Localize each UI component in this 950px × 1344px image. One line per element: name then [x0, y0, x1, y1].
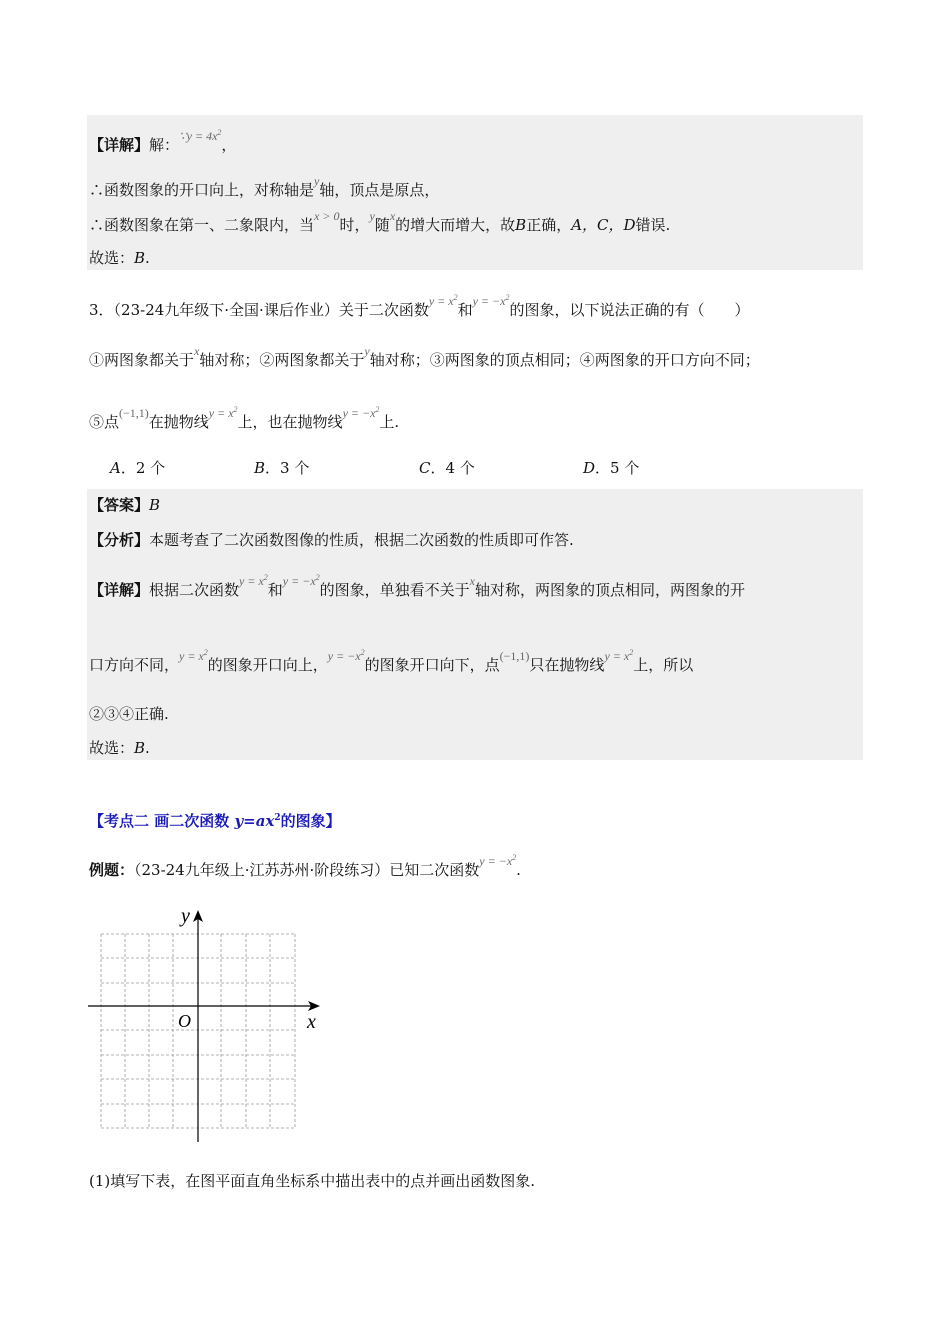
x-axis-label: x — [307, 1011, 316, 1033]
section-title: 【考点二 画二次函数 $y=ax^2$的图象】 — [89, 812, 341, 830]
formula-y-4x2: ∵y = 4x2 — [179, 128, 222, 143]
answer-line: 【答案】B — [89, 496, 161, 514]
option-d: D．5 个 — [583, 459, 640, 477]
detail-line-2: ∴函数图象的开口向上，对称轴是$^y$轴，顶点是原点， — [89, 174, 440, 199]
example-line: 例题：（23-24九年级上·江苏苏州·阶段练习）已知二次函数$^{y = -x^2}$. — [89, 853, 521, 879]
formula-y-neg-x2: y = −x2 — [472, 293, 510, 308]
detail-2-line-1: 【详解】根据二次函数$^{y = x^2}$和$^{y = -x^2}$的图象，单独看不关于$^x$轴对称，两图象的顶点相同，两图象的开 — [89, 573, 746, 599]
question-3-statement-5: ⑤点$^{(-1,1)}$在抛物线$^{y = x^2}$上，也在抛物线$^{y = -x^2}$上. — [89, 405, 400, 431]
detail-line-3: ∴函数图象在第一、二象限内，当$^{x > 0}$时，$^y$随$^x$的增大而增大，故B正确，A，C，D错误. — [89, 209, 671, 234]
detail-label: 【详解】 — [89, 136, 150, 154]
formula-y-x2: y = x2 — [428, 293, 458, 308]
detail-line-1: 【详解】解：$^{\because y = 4x^2}$， — [89, 128, 237, 154]
task-1: (1)填写下表，在图平面直角坐标系中描出表中的点并画出函数图象. — [89, 1172, 536, 1190]
choice-line-2: 故选：B. — [89, 739, 150, 757]
detail-2-line-3: ②③④正确. — [89, 705, 169, 723]
coordinate-grid — [80, 898, 340, 1148]
option-b: B．3 个 — [254, 459, 310, 477]
question-3-statements: ①两图象都关于$^x$轴对称；②两图象都关于$^y$轴对称；③两图象的顶点相同；④两图象的开口方向不同； — [89, 344, 760, 369]
choice-line-1: 故选：B. — [89, 249, 150, 267]
origin-label: O — [178, 1011, 191, 1031]
analysis-line: 【分析】本题考查了二次函数图像的性质，根据二次函数的性质即可作答. — [89, 531, 574, 549]
option-a: A．2 个 — [110, 459, 166, 477]
detail-2-line-2: 口方向不同，$^{y = x^2}$的图象开口向上，$^{y = -x^2}$的图象开口向下，点$^{(-1,1)}$只在抛物线$^{y = x^2}$上，所以 — [89, 648, 694, 674]
question-3-stem: 3．（23-24九年级下·全国·课后作业）关于二次函数$^{y = x^2}$和$^{y = -x^2}$的图象，以下说法正确的有（ ） — [89, 293, 750, 319]
y-axis-label: y — [181, 905, 190, 927]
option-c: C．4 个 — [419, 459, 475, 477]
